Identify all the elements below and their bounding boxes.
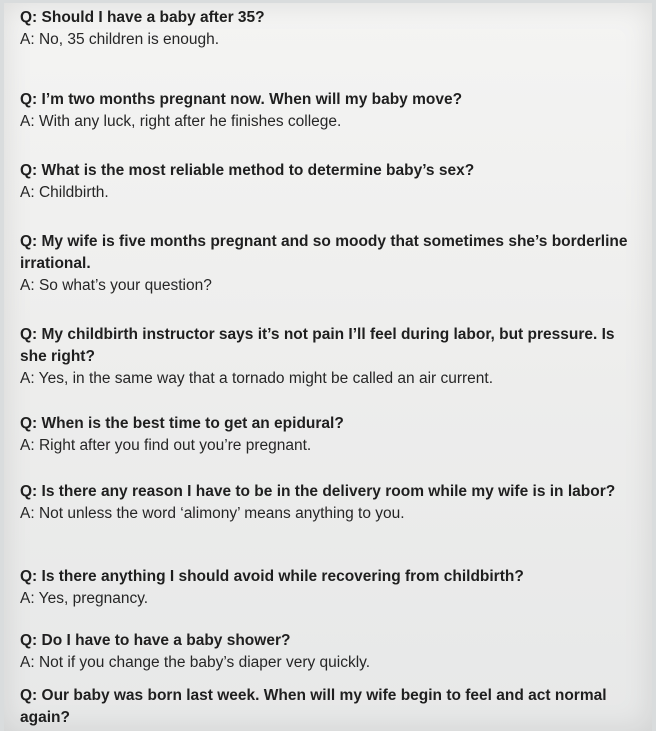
qa-item: [20, 566, 645, 610]
answer: A: Yes, pregnancy.: [20, 590, 149, 607]
qa-item: [20, 324, 645, 390]
question: Q: Is there anything I should avoid while recovering from childbirth?: [20, 568, 524, 585]
answer: A: Right after you find out you’re pregnant.: [20, 437, 312, 454]
question: Q: When is the best time to get an epidural?: [20, 415, 344, 432]
answer: A: So what’s your question?: [20, 277, 212, 294]
answer: A: With any luck, right after he finishes college.: [20, 113, 342, 130]
question: Q: Do I have to have a baby shower?: [20, 632, 291, 649]
question: Q: I’m two months pregnant now. When will my baby move?: [20, 91, 463, 108]
qa-item: [20, 89, 645, 133]
answer: A: Yes, in the same way that a tornado might be called an air current.: [20, 370, 494, 387]
answer: A: Childbirth.: [20, 184, 109, 201]
question: Q: Our baby was born last week. When will my wife begin to feel and act normal again?: [20, 687, 607, 726]
qa-item: [20, 630, 645, 674]
question: Q: My wife is five months pregnant and so moody that sometimes she’s borderline irrational.: [20, 233, 628, 272]
answer: A: Not if you change the baby’s diaper very quickly.: [20, 654, 371, 671]
document-page: [4, 3, 652, 731]
answer: A: No, 35 children is enough.: [20, 31, 220, 48]
qa-item: [20, 685, 645, 729]
question: Q: What is the most reliable method to determine baby’s sex?: [20, 162, 475, 179]
question: Q: Is there any reason I have to be in the delivery room while my wife is in labor?: [20, 483, 616, 500]
qa-item: [20, 160, 645, 204]
question: Q: My childbirth instructor says it’s not pain I’ll feel during labor, but pressure. Is she right?: [20, 326, 615, 365]
qa-item: [20, 481, 645, 525]
qa-item: [20, 413, 645, 457]
question: Q: Should I have a baby after 35?: [20, 9, 265, 26]
answer: A: Not unless the word ‘alimony’ means anything to you.: [20, 505, 405, 522]
qa-item: [20, 7, 645, 51]
qa-item: [20, 231, 645, 297]
